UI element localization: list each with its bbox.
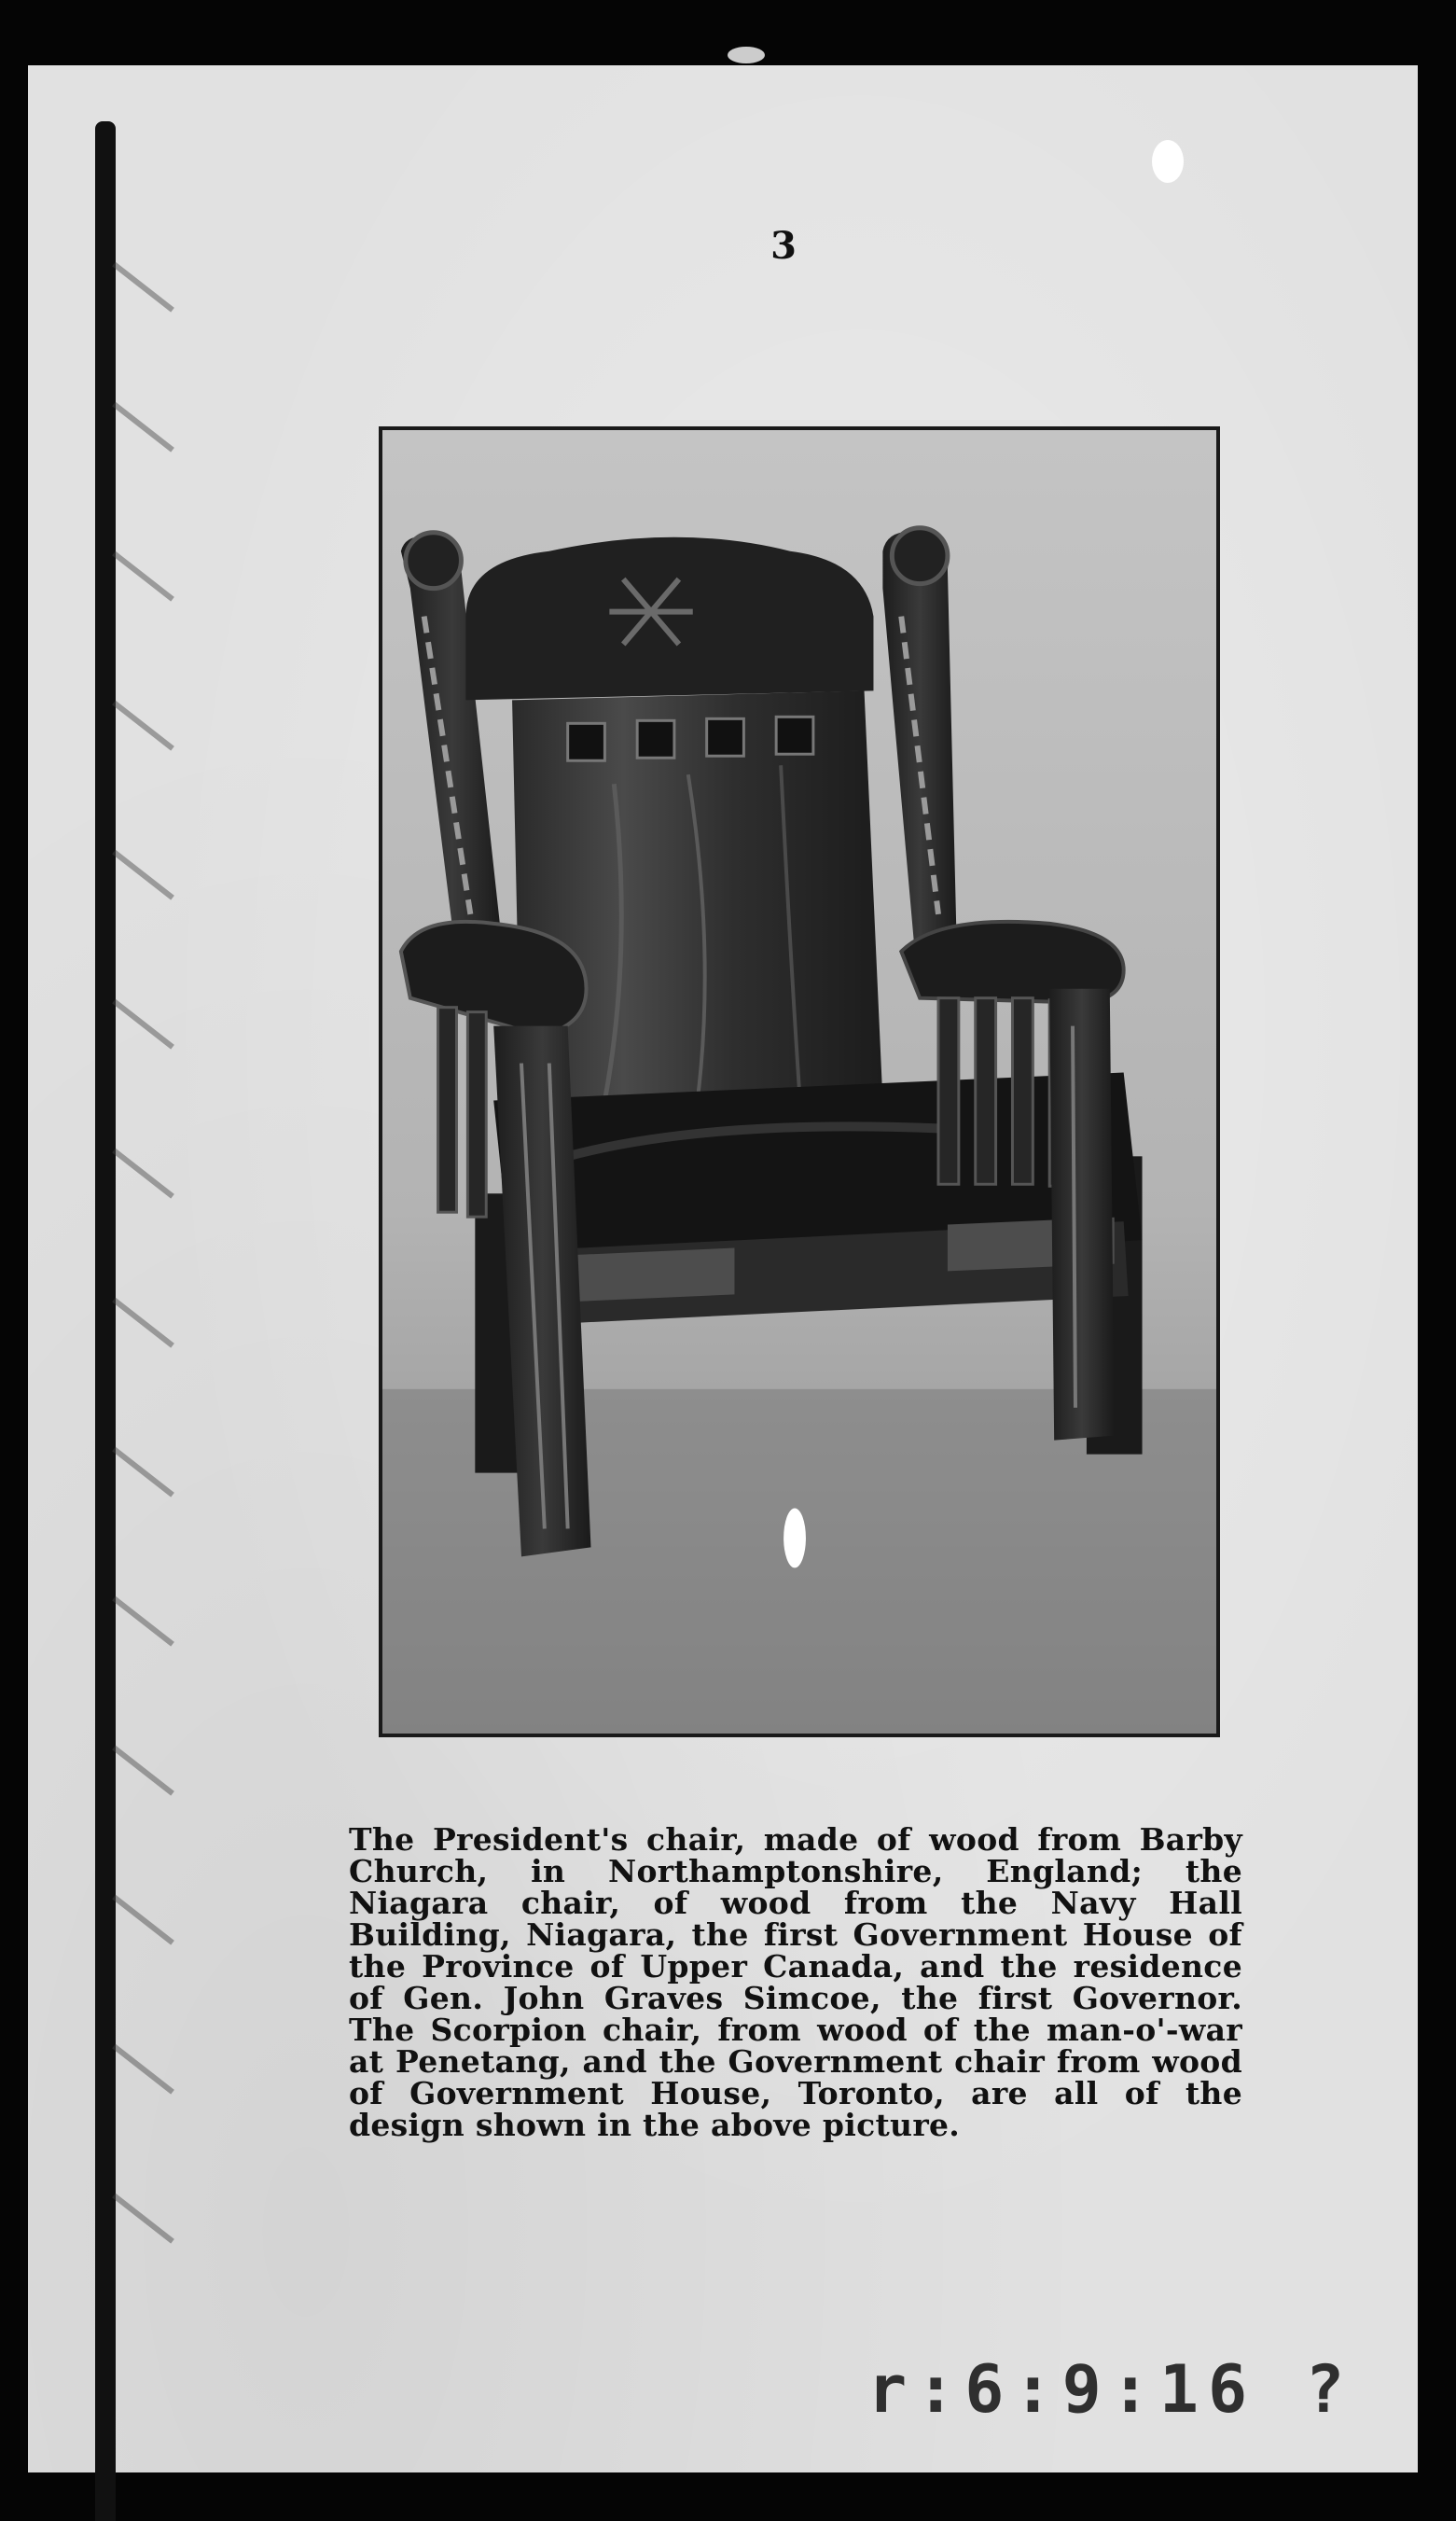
binding-stitch <box>112 1447 174 1497</box>
binding-stitch <box>112 402 174 453</box>
binding-stitch <box>112 1746 174 1796</box>
front-right-leg <box>1049 989 1115 1441</box>
document-page <box>28 65 1418 2472</box>
right-scroll-finial <box>892 528 948 584</box>
left-scroll-finial <box>406 533 462 589</box>
apron-carved-panel-left <box>559 1248 735 1302</box>
binding-stitch <box>112 701 174 751</box>
binding-stitch <box>112 1895 174 1945</box>
scan-speck <box>728 47 765 63</box>
binding-stitch <box>112 1298 174 1348</box>
binding-stitch <box>112 850 174 900</box>
crest-rail <box>465 537 873 701</box>
chair-illustration <box>382 430 1216 1734</box>
print-blemish <box>783 1509 806 1568</box>
scan-speck <box>1152 140 1184 183</box>
binding-stitch-line <box>95 121 116 2521</box>
binding-stitch <box>112 262 174 313</box>
binding-stitch <box>112 2044 174 2095</box>
page-number: 3 <box>770 224 797 268</box>
binding-stitch <box>112 1149 174 1199</box>
chair-photograph <box>379 426 1220 1737</box>
archive-stamp: r:6:9:16 ? <box>867 2351 1354 2428</box>
photo-caption: The President's chair, made of wood from Barby Church, in Northamptonshire, England; the Niagara chair, of wood from the Navy Hall Building, Niagara, the first Government House of the Province of Upper Canada, and the residence of Gen. John Graves Simcoe, the first Governor. The Scorpion chair, from wood of the man-o'-war at Penetang, and the Government chair from wood of Government House, Toronto, are all of the design shown in the above picture. <box>349 1821 1242 2143</box>
binding-stitch <box>112 999 174 1050</box>
binding-stitch <box>112 551 174 602</box>
binding-stitch <box>112 1596 174 1647</box>
binding-stitch <box>112 2194 174 2244</box>
